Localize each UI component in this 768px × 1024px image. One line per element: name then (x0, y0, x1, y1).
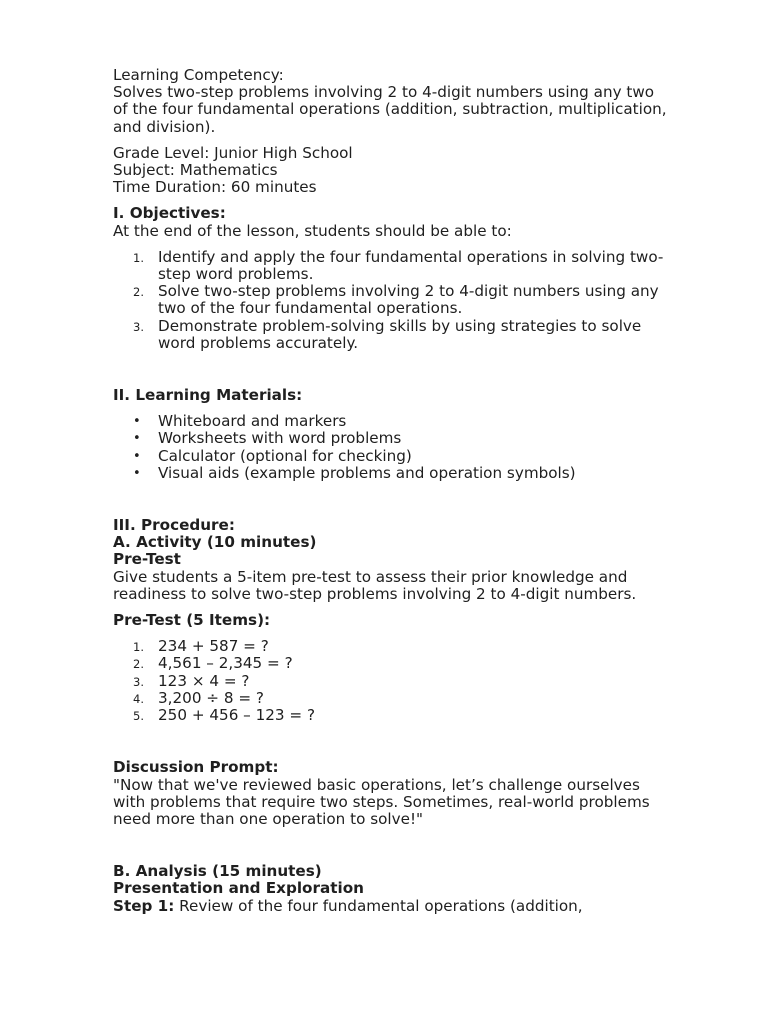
list-text: Identify and apply the four fundamental operations in solving two-step word problems. (158, 247, 664, 284)
discussion-text: "Now that we've reviewed basic operations, let’s challenge ourselves with problems that require two steps. Sometimes, real-world problems need more than one operation to solve!" (113, 775, 650, 828)
list-item (113, 413, 673, 430)
bullet-icon: • (133, 414, 141, 430)
list-number: 2. (133, 285, 144, 300)
materials-list (113, 413, 673, 482)
list-item (113, 655, 673, 672)
list-text: Calculator (optional for checking) (158, 446, 412, 465)
list-number: 5. (133, 709, 144, 724)
competency-text: Solves two-step problems involving 2 to 4-digit numbers using any two of the four fundamental operations (addition, subtraction, multiplication, and division). (113, 83, 667, 136)
list-text: Solve two-step problems involving 2 to 4-digit numbers using any two of the four fundamental operations. (158, 282, 659, 318)
pretest-items-heading: Pre-Test (5 Items): (113, 611, 271, 630)
analysis-heading: B. Analysis (15 minutes) (113, 862, 322, 881)
list-item (113, 318, 673, 352)
pretest-heading: Pre-Test (113, 550, 181, 569)
list-number: 4. (133, 691, 144, 706)
bullet-icon: • (133, 431, 141, 447)
list-item (113, 690, 673, 707)
objectives-intro: At the end of the lesson, students should be able to: (113, 221, 512, 240)
list-text: 234 + 587 = ? (158, 637, 269, 656)
activity-heading: A. Activity (10 minutes) (113, 533, 317, 552)
list-text: Demonstrate problem-solving skills by using strategies to solve word problems accurately. (158, 316, 642, 352)
competency-heading: Learning Competency: (113, 66, 284, 84)
list-number: 3. (133, 674, 144, 689)
pretest-list (113, 638, 673, 724)
list-text: Whiteboard and markers (158, 412, 347, 431)
bullet-icon: • (133, 448, 141, 464)
list-item (113, 283, 673, 317)
presentation-heading: Presentation and Exploration (113, 879, 364, 898)
list-item (113, 638, 673, 655)
subject: Subject: Mathematics (113, 161, 278, 180)
list-item (113, 448, 673, 465)
bullet-icon: • (133, 465, 141, 481)
info-block (113, 145, 673, 197)
list-text: Visual aids (example problems and operation symbols) (158, 463, 576, 482)
list-item (113, 465, 673, 482)
list-item (113, 249, 673, 283)
time-duration: Time Duration: 60 minutes (113, 178, 317, 197)
list-number: 1. (133, 250, 144, 265)
step1-paragraph (113, 898, 673, 915)
list-number: 3. (133, 319, 144, 334)
step1-text: Review of the four fundamental operations (addition, (174, 896, 583, 915)
step1-label: Step 1: (113, 896, 175, 915)
discussion-heading: Discussion Prompt: (113, 758, 279, 777)
objectives-heading: I. Objectives: (113, 204, 226, 223)
list-text: 3,200 ÷ 8 = ? (158, 688, 264, 707)
list-number: 2. (133, 657, 144, 672)
grade-level: Grade Level: Junior High School (113, 143, 353, 162)
pretest-text: Give students a 5-item pre-test to assess their prior knowledge and readiness to solve two-step problems involving 2 to 4-digit numbers. (113, 567, 637, 603)
list-text: 250 + 456 – 123 = ? (158, 706, 316, 725)
list-item (113, 707, 673, 724)
objectives-list (113, 249, 673, 352)
list-text: Worksheets with word problems (158, 429, 402, 448)
list-text: 123 × 4 = ? (158, 671, 250, 690)
lesson-plan (113, 67, 673, 915)
list-number: 1. (133, 640, 144, 655)
list-item (113, 673, 673, 690)
list-text: 4,561 – 2,345 = ? (158, 654, 293, 673)
procedure-heading: III. Procedure: (113, 516, 235, 535)
list-item (113, 430, 673, 447)
materials-heading: II. Learning Materials: (113, 386, 303, 405)
